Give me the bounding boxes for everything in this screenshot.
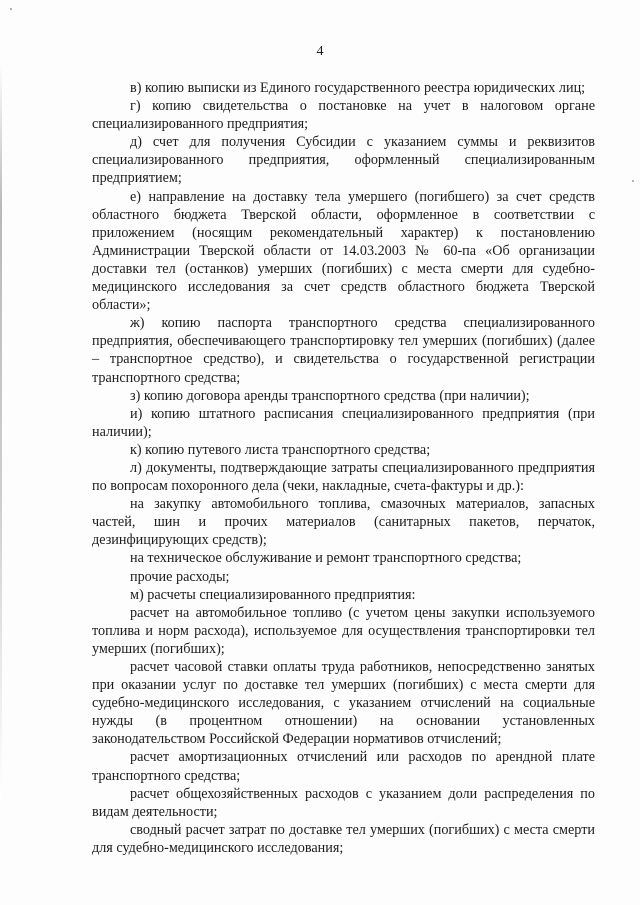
paragraph-e: е) направление на доставку тела умершего (погибшего) за счет средств областного бюджета Тверской области, оформленное в соответствии с приложением (носящим рекомендательный характер) к постановлению Администрации Тверской области от 14.03.2003 № 60-па «Об организации доставки тел (останков) умерших (погибших) с места смерти для судебно-медицинского исследования за счет средств областного бюджета Тверской области»; xyxy=(92,188,595,314)
paragraph-depreciation-calculation: расчет амортизационных отчислений или расходов по арендной плате транспортного средства; xyxy=(92,749,595,784)
paragraph-fuel-purchase: на закупку автомобильного топлива, смазочных материалов, запасных частей, шин и прочих материалов (санитарных пакетов, перчаток, дезинфицирующих средств); xyxy=(92,496,595,549)
page-number: 4 xyxy=(316,44,324,59)
paragraph-overhead-calculation: расчет общехозяйственных расходов с указанием доли распределения по видам деятельности; xyxy=(92,785,595,820)
paragraph-i: и) копию штатного расписания специализированного предприятия (при наличии); xyxy=(92,405,595,440)
paragraph-d: д) счет для получения Субсидии с указанием суммы и реквизитов специализированного предприятия, оформленный специализированным предприятием; xyxy=(92,134,595,187)
paragraph-summary-calculation: сводный расчет затрат по доставке тел умерших (погибших) с места смерти для судебно-медицинского исследования; xyxy=(92,821,595,856)
paragraph-wage-calculation: расчет часовой ставки оплаты труда работников, непосредственно занятых при оказании услуг по доставке тел умерших (погибших) с места смерти для судебно-медицинского исследования, с указанием отчислений на социальные нужды (в процентном отношении) на основании установленных законодательством Российской Федерации нормативов отчислений; xyxy=(92,659,595,748)
paragraph-z: з) копию договора аренды транспортного средства (при наличии); xyxy=(130,387,530,404)
scan-speck xyxy=(10,8,12,10)
paragraph-fuel-calculation: расчет на автомобильное топливо (с учетом цены закупки используемого топлива и норм расхода), используемое для осуществления транспортировки тел умерших (погибших); xyxy=(92,604,595,657)
paragraph-g: г) копию свидетельства о постановке на учет в налоговом органе специализированного предприятия; xyxy=(92,98,595,133)
paragraph-other-expenses: прочие расходы; xyxy=(130,568,230,585)
scan-left-edge xyxy=(0,60,2,800)
paragraph-k: к) копию путевого листа транспортного средства; xyxy=(130,441,431,458)
document-body xyxy=(92,79,595,857)
paragraph-m: м) расчеты специализированного предприятия: xyxy=(130,586,416,603)
paragraph-v: в) копию выписки из Единого государственного реестра юридических лиц; xyxy=(130,80,586,96)
scan-speck xyxy=(632,180,634,182)
paragraph-zh: ж) копию паспорта транспортного средства специализированного предприятия, обеспечивающего транспортировку тел умерших (погибших) (далее – транспортное средство), и свидетельства о государственной регистрации транспортного средства; xyxy=(92,315,595,386)
paragraph-maintenance: на техническое обслуживание и ремонт транспортного средства; xyxy=(130,550,522,567)
paragraph-l: л) документы, подтверждающие затраты специализированного предприятия по вопросам похоронного дела (чеки, накладные, счета-фактуры и др.): xyxy=(92,459,595,495)
